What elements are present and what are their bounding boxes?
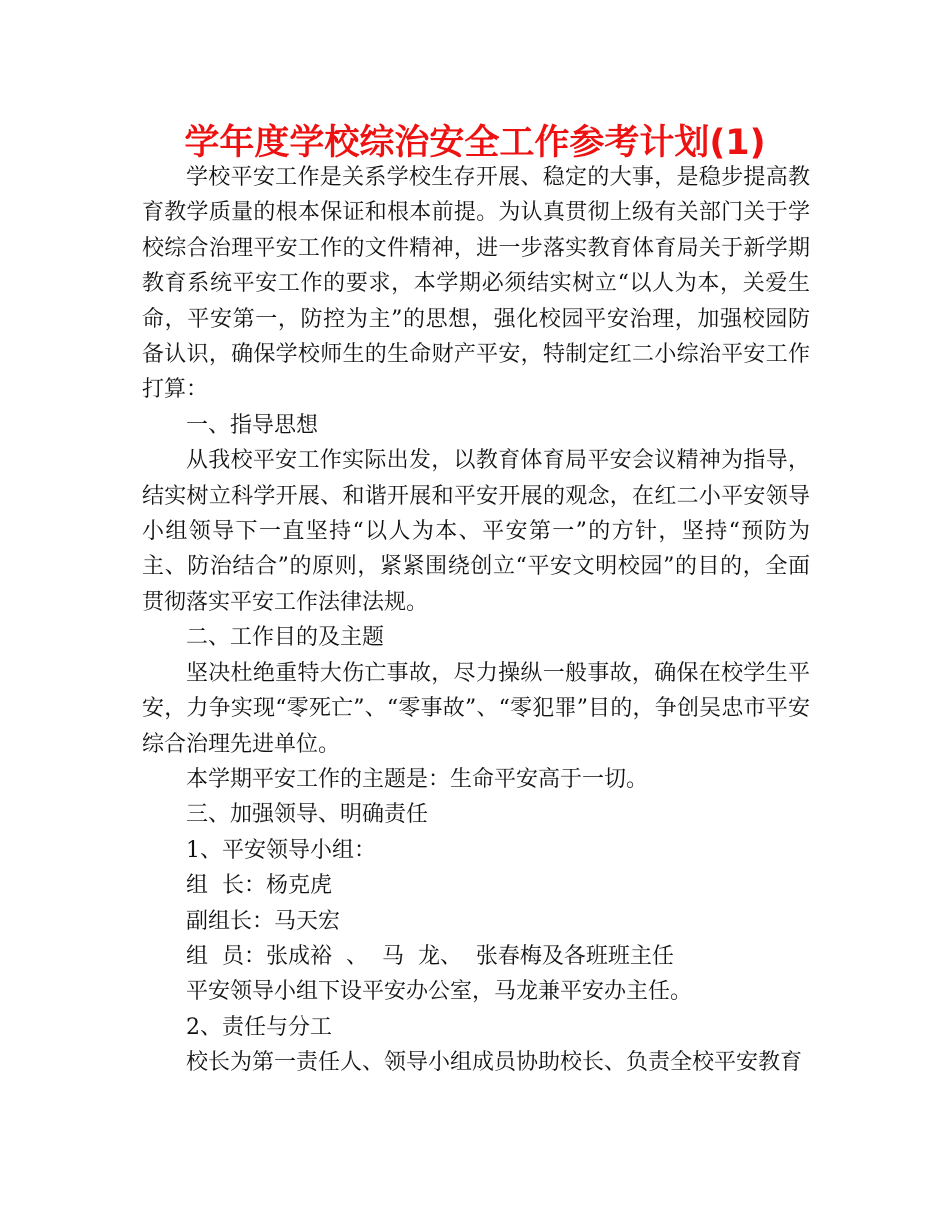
section-heading-goals-theme: 二、工作目的及主题 bbox=[186, 625, 385, 651]
goals-paragraph: 坚决杜绝重特大伤亡事故，尽力操纵一般事故，确保在校学生平安，力争实现“零死亡”、“零事故”、“零犯罪”目的，争创吴忠市平安综合治理先进单位。 bbox=[142, 660, 810, 757]
document-title: 学年度学校综治安全工作参考计划(1) bbox=[184, 123, 766, 163]
intro-paragraph: 学校平安工作是关系学校生存开展、稳定的大事，是稳步提高教育教学质量的根本保证和根本前提。为认真贯彻上级有关部门关于学校综合治理平安工作的文件精神，进一步落实教育体育局关于新学期教育系统平安工作的要求，本学期必须结实树立“以人为本，关爱生命，平安第一，防控为主”的思想，强化校园平安治理，加强校园防备认识，确保学校师生的生命财产平安，特制定红二小综治平安工作打算： bbox=[142, 165, 810, 403]
theme-line: 本学期平安工作的主题是：生命平安高于一切。 bbox=[186, 766, 649, 792]
document-body bbox=[142, 160, 810, 1081]
section-heading-leadership: 三、加强领导、明确责任 bbox=[186, 802, 429, 828]
group-members-line: 组 员：张成裕 、 马 龙、 张春梅及各班班主任 bbox=[186, 943, 674, 969]
group-leader-line: 组 长：杨克虎 bbox=[186, 873, 332, 899]
responsibility-paragraph: 校长为第一责任人、领导小组成员协助校长、负责全校平安教育 bbox=[186, 1050, 803, 1076]
guiding-ideology-paragraph: 从我校平安工作实际出发，以教育体育局平安会议精神为指导，结实树立科学开展、和谐开展和平安开展的观念，在红二小平安领导小组领导下一直坚持“以人为本、平安第一”的方针，坚持“预防为主、防治结合”的原则，紧紧围绕创立“平安文明校园”的目的，全面贯彻落实平安工作法律法规。 bbox=[142, 448, 810, 615]
subheading-responsibility: 2、责任与分工 bbox=[186, 1014, 332, 1040]
deputy-leader-line: 副组长：马天宏 bbox=[186, 908, 341, 934]
subheading-leading-group: 1、平安领导小组： bbox=[186, 837, 376, 863]
safety-office-line: 平安领导小组下设平安办公室，马龙兼平安办主任。 bbox=[186, 979, 693, 1005]
section-heading-guiding-ideology: 一、指导思想 bbox=[186, 412, 319, 438]
